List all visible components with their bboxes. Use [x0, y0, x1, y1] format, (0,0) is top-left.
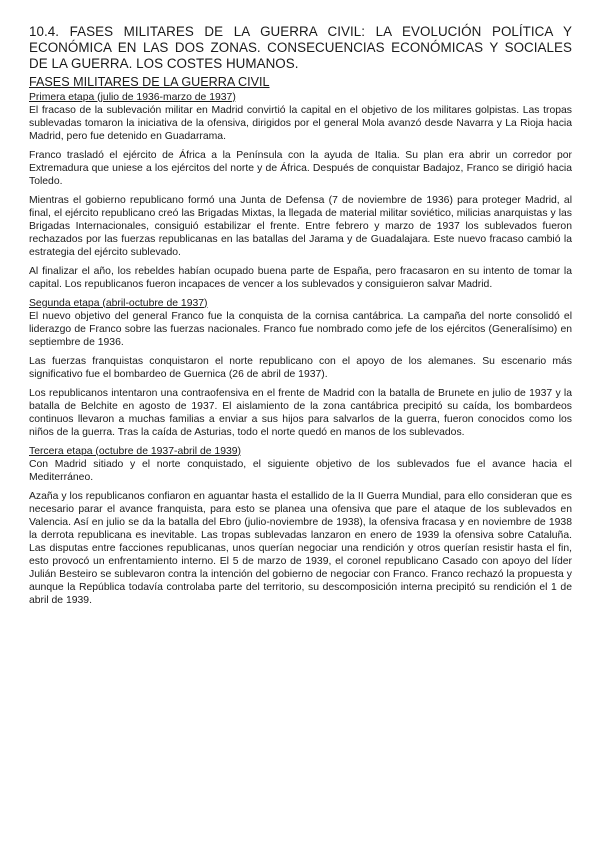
stage2-paragraph-2: Las fuerzas franquistas conquistaron el norte republicano con el apoyo de los alemanes. Su escenario más significativo fue el bombardeo de Guernica (26 de abril de 1937).: [29, 355, 572, 380]
stage2-paragraph-1: El nuevo objetivo del general Franco fue la conquista de la cornisa cantábrica. La campaña del norte consolidó el liderazgo de Franco sobre las fuerzas nacionales. Franco fue nombrado como jefe de los ejércitos (Generalísimo) en septiembre de 1936.: [29, 310, 572, 348]
document-title: 10.4. FASES MILITARES DE LA GUERRA CIVIL: LA EVOLUCIÓN POLÍTICA Y ECONÓMICA EN LAS DOS ZONAS. CONSECUENCIAS ECONÓMICAS Y SOCIALES DE LA GUERRA. LOS COSTES HUMANOS.: [29, 24, 572, 72]
stage1-paragraph-3: Mientras el gobierno republicano formó una Junta de Defensa (7 de noviembre de 1936) para proteger Madrid, al final, el ejército republicano creó las Brigadas Mixtas, la llegada de material militar soviético, milicias anarquistas y las Brigadas Internacionales, consiguió estabilizar el frente. Entre febrero y marzo de 1937 los sublevados fueron rechazados por las fuerzas republicanas en las batallas del Jarama y de Guadalajara. Este nuevo fracaso cambió la estrategia del ejército sublevado.: [29, 194, 572, 258]
section-heading: FASES MILITARES DE LA GUERRA CIVIL: [29, 74, 270, 89]
stage3-paragraph-2: Azaña y los republicanos confiaron en aguantar hasta el estallido de la II Guerra Mundial, para ello consideran que es necesario parar el avance franquista, para esto se planea una ofensiva que pare el ataque de los sublevados en Valencia. Así en julio se da la batalla del Ebro (julio-noviembre de 1938), la ofensiva fracasa y en noviembre de 1938 la derrota republicana es inevitable. Las tropas sublevadas lanzaron en enero de 1939 la ofensiva sobre Cataluña. Las disputas entre facciones republicanas, unos querían negociar una rendición y otros querían resistir hasta el fin, esto provocó un enfrentamiento interno. El 5 de marzo de 1939, el coronel republicano Casado con apoyo del líder Julián Besteiro se sublevaron contra la intención del gobierno de negociar con Franco. Franco rechazó la propuesta y aunque la República todavía controlaba parte del territorio, su descomposición interna precipitó su rendición el 1 de abril de 1939.: [29, 490, 572, 606]
stage1-paragraph-2: Franco trasladó el ejército de África a la Península con la ayuda de Italia. Su plan era abrir un corredor por Extremadura que uniese a los ejércitos del norte y de África. Después de conquistar Badajoz, Franco se dirigió hacia Toledo.: [29, 149, 572, 187]
stage2-heading: Segunda etapa (abril-octubre de 1937): [29, 297, 208, 309]
document-page: [29, 24, 572, 613]
stage1-heading: Primera etapa (julio de 1936-marzo de 1937): [29, 91, 236, 103]
stage3-paragraph-1: Con Madrid sitiado y el norte conquistado, el siguiente objetivo de los sublevados fue el avance hacia el Mediterráneo.: [29, 458, 572, 483]
stage2-paragraph-3: Los republicanos intentaron una contraofensiva en el frente de Madrid con la batalla de Brunete en julio de 1937 y la batalla de Belchite en agosto de 1937. El aislamiento de la zona cantábrica precipitó su caída, los bombardeos continuos llevaron a muchas familias a enviar a sus hijos para salvarlos de la guerra, fueron conocidos como los niños de la guerra. Tras la caída de Asturias, todo el norte quedó en manos de los sublevados.: [29, 387, 572, 438]
stage1-paragraph-4: Al finalizar el año, los rebeldes habían ocupado buena parte de España, pero fracasaron en su intento de tomar la capital. Los republicanos fueron incapaces de vencer a los sublevados y consiguieron salvar Madrid.: [29, 265, 572, 290]
stage3-heading: Tercera etapa (octubre de 1937-abril de 1939): [29, 445, 241, 457]
stage1-paragraph-1: El fracaso de la sublevación militar en Madrid convirtió la capital en el objetivo de los militares golpistas. Las tropas sublevadas tomaron la iniciativa de la ofensiva, dirigidos por el general Mola avanzó desde Navarra y La Rioja hacia Madrid, pero fue detenido en Guadarrama.: [29, 104, 572, 142]
